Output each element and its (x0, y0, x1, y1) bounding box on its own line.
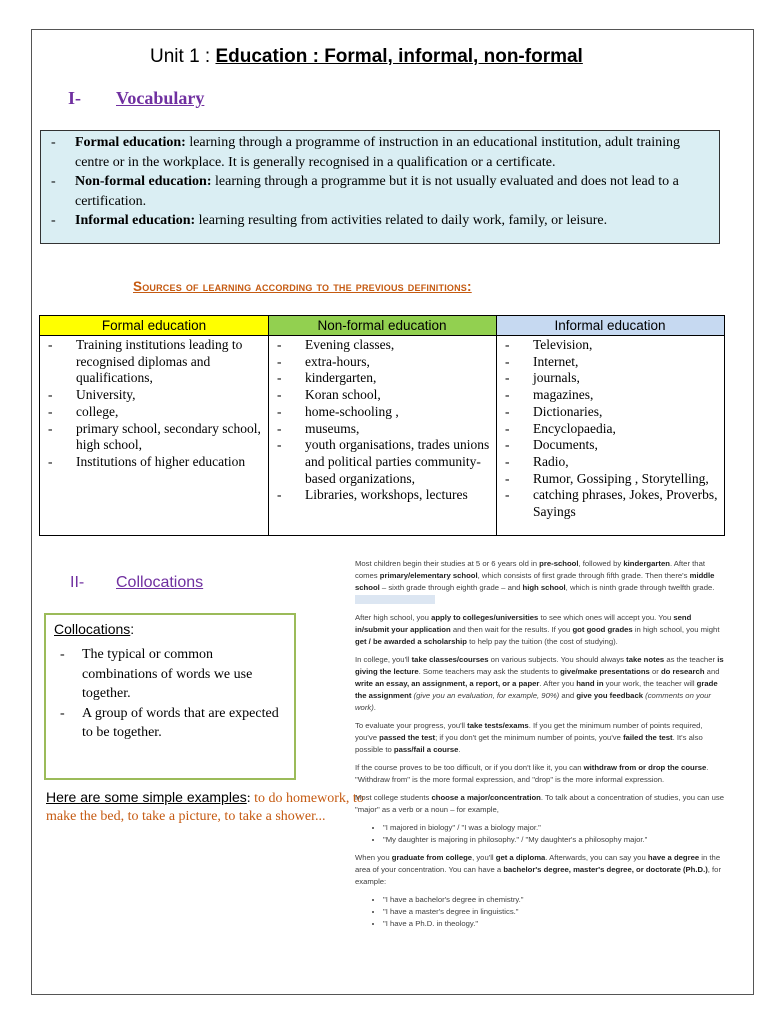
page-title (150, 46, 583, 68)
article-example-list (355, 822, 725, 846)
definition-non-formal: - Non-formal education: learning through a programme but it is not usually evaluated and does not lead to a certification. (51, 174, 679, 209)
article-paragraph: Most children begin their studies at 5 or 6 years old in pre-school, followed by kindergarten. After that comes primary/elementary school, which consists of first grade through fifth grade. Then there's middle school – sixth grade through eighth grade – and high school, which is ninth grade through twelfth grade. (355, 558, 725, 606)
table-list-item: - youth organisations, trades unions and political parties community-based organizations, (277, 437, 490, 486)
list-item: • "I have a Ph.D. in theology." (383, 918, 725, 930)
table-column-informal (497, 336, 724, 535)
table-column-formal (40, 336, 268, 535)
table-list-item: - University, (48, 387, 136, 403)
list-item: • "I have a master's degree in linguistics." (383, 906, 725, 918)
table-list-item: - home-schooling , (277, 403, 399, 419)
section-number: I- (68, 88, 81, 108)
collocations-box-heading: Collocations: (54, 621, 135, 637)
table-list-item: - Institutions of higher education (48, 453, 246, 469)
table-header-non-formal: Non-formal education (268, 316, 496, 336)
article-paragraph: When you graduate from college, you'll get a diploma. Afterwards, you can say you have a degree in the area of your concentration. You can have a bachelor's degree, master's degree, or doctorate (Ph.D.), for example: (355, 853, 722, 886)
list-item: • "My daughter is majoring in philosophy." / "My daughter's a philosophy major." (383, 834, 725, 846)
table-list-item: - extra-hours, (277, 353, 370, 369)
table-list-item: - magazines, (505, 387, 594, 403)
definitions-box (40, 130, 720, 244)
table-header-formal: Formal education (40, 316, 268, 336)
definition-formal: - Formal education: learning through a programme of instruction in an educational institution, adult training centre or in the workplace. It is generally recognised in a qualification or a certificate. (51, 135, 680, 170)
table-list-item: - Radio, (505, 453, 569, 469)
article-paragraph: If the course proves to be too difficult, or if you don't like it, you can withdraw from or drop the course. "Withdraw from" is the more formal expression, and "drop" is the more informal expression. (355, 763, 709, 784)
sources-heading: Sources of learning according to the previous definitions: (133, 279, 472, 294)
table-list-item: - journals, (505, 370, 580, 386)
unit-title: Education : Formal, informal, non-formal (215, 46, 583, 67)
table-list-item: - Television, (505, 337, 593, 352)
table-column-non-formal (269, 336, 496, 535)
table-list-item: - Koran school, (277, 387, 381, 403)
article-paragraph: Most college students choose a major/concentration. To talk about a concentration of studies, you can use "major" as a verb or a noun – for example, (355, 793, 725, 814)
table-list-item: - college, (48, 403, 119, 419)
table-list-item: - Internet, (505, 353, 579, 369)
table-list-item: - kindergarten, (277, 370, 377, 386)
sources-table (39, 315, 725, 536)
highlight-mark (355, 595, 435, 604)
table-list-item: - Evening classes, (277, 337, 395, 352)
table-list-item: - Documents, (505, 437, 598, 453)
section-title: Collocations (116, 574, 204, 591)
article-paragraph: To evaluate your progress, you'll take tests/exams. If you get the minimum number of points required, you've passed the test; if you don't get the minimum number of points, you've failed the test. It's also possible to pass/fail a course. (355, 721, 703, 754)
table-list-item: - Rumor, Gossiping , Storytelling, (505, 470, 709, 486)
table-list-item: - primary school, secondary school, high school, (48, 420, 261, 453)
list-item: • "I have a bachelor's degree in chemistry." (383, 894, 725, 906)
table-list-item: - Libraries, workshops, lectures (277, 487, 468, 503)
table-header-informal: Informal education (496, 316, 724, 336)
article-paragraph: In college, you'll take classes/courses on various subjects. You should always take notes as the teacher is giving the lecture. Some teachers may ask the students to give/make presentations or do research and write an essay, an assignment, a report, or a paper. After you hand in your work, the teacher will grade the assignment (give you an evaluation, for example, 90%) and give you feedback (comments on your work). (355, 655, 724, 712)
article-paragraph: After high school, you apply to colleges/universities to see which ones will accept you. You send in/submit your application and then wait for the results. If you got good grades in high school, you might get / be awarded a scholarship to help pay the tuition (the cost of studying). (355, 613, 720, 646)
section-heading-collocations (70, 574, 203, 592)
definition-informal: - Informal education: learning resulting from activities related to daily work, family, or leisure. (51, 213, 608, 228)
list-item: - The typical or common combinations of words we use together. (60, 647, 253, 701)
table-list-item: - museums, (277, 420, 360, 436)
list-item: - A group of words that are expected to be together. (60, 705, 279, 740)
section-title: Vocabulary (116, 88, 205, 108)
table-list-item: - catching phrases, Jokes, Proverbs, Sayings (505, 487, 718, 520)
section-number: II- (70, 574, 85, 591)
table-list-item: - Training institutions leading to recognised diplomas and qualifications, (48, 337, 243, 386)
section-heading-vocabulary (68, 88, 204, 109)
education-vocabulary-article (355, 558, 725, 936)
collocations-definition-box (44, 613, 296, 780)
article-example-list (355, 894, 725, 930)
list-item: • "I majored in biology" / "I was a biology major." (383, 822, 725, 834)
table-list-item: - Dictionaries, (505, 403, 603, 419)
collocation-examples: Here are some simple examples: to do homework, to make the bed, to take a picture, to take a shower... (46, 789, 364, 824)
unit-label: Unit 1 : (150, 46, 216, 67)
table-list-item: - Encyclopaedia, (505, 420, 616, 436)
